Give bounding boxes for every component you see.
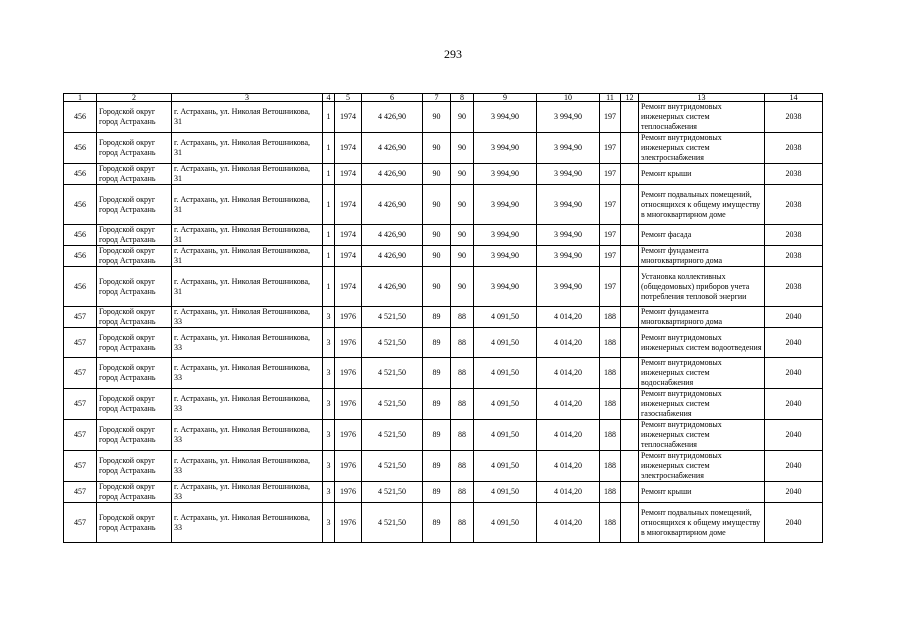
floors-cell: 1 <box>323 246 335 267</box>
table-row <box>64 358 823 389</box>
address-cell: г. Астрахань, ул. Николая Ветошникова, 33 <box>172 482 323 503</box>
column-8-cell: 88 <box>451 358 474 389</box>
year-built-cell: 1976 <box>335 420 362 451</box>
floors-cell: 3 <box>323 482 335 503</box>
column-number: 1 <box>64 94 97 102</box>
column-8-cell: 90 <box>451 225 474 246</box>
column-8-cell: 88 <box>451 420 474 451</box>
column-number: 9 <box>474 94 537 102</box>
column-7-cell: 90 <box>423 102 451 133</box>
column-12-cell <box>621 133 639 164</box>
column-11-cell: 197 <box>600 102 621 133</box>
house-number-cell: 456 <box>64 164 97 185</box>
column-9-cell: 3 994,90 <box>474 185 537 225</box>
address-cell: г. Астрахань, ул. Николая Ветошникова, 31 <box>172 133 323 164</box>
municipality-cell: Городской округ город Астрахань <box>97 246 172 267</box>
column-9-cell: 3 994,90 <box>474 133 537 164</box>
work-type-cell: Ремонт внутридомовых инженерных систем водоотведения <box>639 328 765 358</box>
floors-cell: 1 <box>323 133 335 164</box>
column-number: 5 <box>335 94 362 102</box>
year-built-cell: 1976 <box>335 328 362 358</box>
column-11-cell: 188 <box>600 482 621 503</box>
address-cell: г. Астрахань, ул. Николая Ветошникова, 33 <box>172 451 323 482</box>
total-area-cell: 4 426,90 <box>362 246 423 267</box>
work-type-cell: Ремонт внутридомовых инженерных систем водоснабжения <box>639 358 765 389</box>
floors-cell: 3 <box>323 451 335 482</box>
address-cell: г. Астрахань, ул. Николая Ветошникова, 33 <box>172 358 323 389</box>
column-9-cell: 4 091,50 <box>474 328 537 358</box>
column-8-cell: 90 <box>451 164 474 185</box>
work-type-cell: Ремонт подвальных помещений, относящихся к общему имуществу в многоквартирном доме <box>639 503 765 543</box>
column-10-cell: 3 994,90 <box>537 246 600 267</box>
column-12-cell <box>621 503 639 543</box>
floors-cell: 1 <box>323 164 335 185</box>
year-built-cell: 1976 <box>335 503 362 543</box>
planned-year-cell: 2040 <box>765 389 823 420</box>
column-11-cell: 188 <box>600 451 621 482</box>
house-number-cell: 457 <box>64 307 97 328</box>
column-11-cell: 197 <box>600 246 621 267</box>
column-number: 11 <box>600 94 621 102</box>
floors-cell: 1 <box>323 225 335 246</box>
address-cell: г. Астрахань, ул. Николая Ветошникова, 31 <box>172 267 323 307</box>
column-9-cell: 4 091,50 <box>474 451 537 482</box>
column-7-cell: 90 <box>423 225 451 246</box>
column-11-cell: 188 <box>600 307 621 328</box>
work-type-cell: Ремонт внутридомовых инженерных систем теплоснабжения <box>639 102 765 133</box>
column-12-cell <box>621 420 639 451</box>
planned-year-cell: 2040 <box>765 451 823 482</box>
table-row <box>64 389 823 420</box>
column-11-cell: 197 <box>600 133 621 164</box>
column-8-cell: 90 <box>451 133 474 164</box>
column-number: 4 <box>323 94 335 102</box>
column-number: 14 <box>765 94 823 102</box>
address-cell: г. Астрахань, ул. Николая Ветошникова, 31 <box>172 185 323 225</box>
floors-cell: 3 <box>323 358 335 389</box>
column-10-cell: 3 994,90 <box>537 133 600 164</box>
work-type-cell: Ремонт подвальных помещений, относящихся к общему имуществу в многоквартирном доме <box>639 185 765 225</box>
column-12-cell <box>621 164 639 185</box>
year-built-cell: 1976 <box>335 482 362 503</box>
work-type-cell: Ремонт внутридомовых инженерных систем теплоснабжения <box>639 420 765 451</box>
floors-cell: 3 <box>323 503 335 543</box>
total-area-cell: 4 426,90 <box>362 267 423 307</box>
total-area-cell: 4 426,90 <box>362 102 423 133</box>
column-9-cell: 3 994,90 <box>474 164 537 185</box>
planned-year-cell: 2040 <box>765 482 823 503</box>
address-cell: г. Астрахань, ул. Николая Ветошникова, 31 <box>172 225 323 246</box>
planned-year-cell: 2038 <box>765 102 823 133</box>
year-built-cell: 1976 <box>335 307 362 328</box>
house-number-cell: 457 <box>64 328 97 358</box>
municipality-cell: Городской округ город Астрахань <box>97 225 172 246</box>
address-cell: г. Астрахань, ул. Николая Ветошникова, 33 <box>172 328 323 358</box>
table-row <box>64 503 823 543</box>
column-12-cell <box>621 246 639 267</box>
total-area-cell: 4 521,50 <box>362 358 423 389</box>
year-built-cell: 1976 <box>335 389 362 420</box>
column-10-cell: 4 014,20 <box>537 420 600 451</box>
house-number-cell: 456 <box>64 225 97 246</box>
total-area-cell: 4 521,50 <box>362 389 423 420</box>
year-built-cell: 1974 <box>335 133 362 164</box>
planned-year-cell: 2040 <box>765 328 823 358</box>
planned-year-cell: 2038 <box>765 185 823 225</box>
column-9-cell: 4 091,50 <box>474 389 537 420</box>
municipality-cell: Городской округ город Астрахань <box>97 328 172 358</box>
column-9-cell: 4 091,50 <box>474 482 537 503</box>
column-11-cell: 188 <box>600 389 621 420</box>
municipality-cell: Городской округ город Астрахань <box>97 451 172 482</box>
municipality-cell: Городской округ город Астрахань <box>97 389 172 420</box>
column-11-cell: 188 <box>600 503 621 543</box>
total-area-cell: 4 521,50 <box>362 307 423 328</box>
column-12-cell <box>621 358 639 389</box>
column-10-cell: 3 994,90 <box>537 102 600 133</box>
column-9-cell: 4 091,50 <box>474 358 537 389</box>
planned-year-cell: 2038 <box>765 246 823 267</box>
column-9-cell: 4 091,50 <box>474 307 537 328</box>
house-number-cell: 457 <box>64 389 97 420</box>
address-cell: г. Астрахань, ул. Николая Ветошникова, 33 <box>172 307 323 328</box>
column-10-cell: 3 994,90 <box>537 225 600 246</box>
column-11-cell: 188 <box>600 328 621 358</box>
column-7-cell: 89 <box>423 420 451 451</box>
year-built-cell: 1974 <box>335 185 362 225</box>
column-7-cell: 89 <box>423 307 451 328</box>
work-type-cell: Ремонт крыши <box>639 482 765 503</box>
column-11-cell: 188 <box>600 420 621 451</box>
municipality-cell: Городской округ город Астрахань <box>97 420 172 451</box>
total-area-cell: 4 426,90 <box>362 164 423 185</box>
table-row <box>64 185 823 225</box>
work-type-cell: Ремонт фундамента многоквартирного дома <box>639 307 765 328</box>
floors-cell: 1 <box>323 102 335 133</box>
floors-cell: 3 <box>323 389 335 420</box>
planned-year-cell: 2040 <box>765 420 823 451</box>
column-number: 10 <box>537 94 600 102</box>
year-built-cell: 1974 <box>335 164 362 185</box>
column-8-cell: 88 <box>451 451 474 482</box>
work-type-cell: Ремонт крыши <box>639 164 765 185</box>
column-12-cell <box>621 389 639 420</box>
planned-year-cell: 2038 <box>765 225 823 246</box>
column-7-cell: 89 <box>423 482 451 503</box>
house-number-cell: 456 <box>64 102 97 133</box>
address-cell: г. Астрахань, ул. Николая Ветошникова, 31 <box>172 246 323 267</box>
address-cell: г. Астрахань, ул. Николая Ветошникова, 33 <box>172 420 323 451</box>
column-8-cell: 88 <box>451 503 474 543</box>
address-cell: г. Астрахань, ул. Николая Ветошникова, 33 <box>172 389 323 420</box>
table-row <box>64 102 823 133</box>
page-number: 293 <box>444 47 462 61</box>
column-7-cell: 89 <box>423 358 451 389</box>
column-10-cell: 4 014,20 <box>537 503 600 543</box>
municipality-cell: Городской округ город Астрахань <box>97 102 172 133</box>
column-8-cell: 90 <box>451 246 474 267</box>
column-10-cell: 4 014,20 <box>537 328 600 358</box>
planned-year-cell: 2038 <box>765 133 823 164</box>
column-9-cell: 3 994,90 <box>474 246 537 267</box>
planned-year-cell: 2038 <box>765 164 823 185</box>
column-8-cell: 88 <box>451 482 474 503</box>
column-8-cell: 90 <box>451 185 474 225</box>
column-10-cell: 4 014,20 <box>537 451 600 482</box>
floors-cell: 3 <box>323 328 335 358</box>
work-type-cell: Ремонт внутридомовых инженерных систем электроснабжения <box>639 451 765 482</box>
column-8-cell: 88 <box>451 389 474 420</box>
column-7-cell: 89 <box>423 328 451 358</box>
municipality-cell: Городской округ город Астрахань <box>97 503 172 543</box>
column-12-cell <box>621 267 639 307</box>
municipality-cell: Городской округ город Астрахань <box>97 358 172 389</box>
column-8-cell: 88 <box>451 328 474 358</box>
total-area-cell: 4 521,50 <box>362 328 423 358</box>
column-12-cell <box>621 451 639 482</box>
year-built-cell: 1974 <box>335 225 362 246</box>
column-9-cell: 4 091,50 <box>474 420 537 451</box>
column-8-cell: 90 <box>451 102 474 133</box>
column-10-cell: 3 994,90 <box>537 185 600 225</box>
column-10-cell: 4 014,20 <box>537 389 600 420</box>
planned-year-cell: 2040 <box>765 503 823 543</box>
column-8-cell: 88 <box>451 307 474 328</box>
municipality-cell: Городской округ город Астрахань <box>97 482 172 503</box>
house-number-cell: 457 <box>64 451 97 482</box>
column-10-cell: 4 014,20 <box>537 307 600 328</box>
column-12-cell <box>621 225 639 246</box>
table-row <box>64 328 823 358</box>
column-7-cell: 90 <box>423 267 451 307</box>
municipality-cell: Городской округ город Астрахань <box>97 133 172 164</box>
column-11-cell: 197 <box>600 185 621 225</box>
house-number-cell: 456 <box>64 185 97 225</box>
house-number-cell: 456 <box>64 267 97 307</box>
table-row <box>64 225 823 246</box>
total-area-cell: 4 426,90 <box>362 185 423 225</box>
column-number: 3 <box>172 94 323 102</box>
table-row <box>64 451 823 482</box>
floors-cell: 3 <box>323 307 335 328</box>
column-7-cell: 89 <box>423 503 451 543</box>
municipality-cell: Городской округ город Астрахань <box>97 164 172 185</box>
column-number: 8 <box>451 94 474 102</box>
column-7-cell: 90 <box>423 133 451 164</box>
column-11-cell: 197 <box>600 225 621 246</box>
year-built-cell: 1974 <box>335 246 362 267</box>
year-built-cell: 1974 <box>335 267 362 307</box>
total-area-cell: 4 521,50 <box>362 451 423 482</box>
column-12-cell <box>621 185 639 225</box>
column-number: 2 <box>97 94 172 102</box>
column-12-cell <box>621 482 639 503</box>
table-row <box>64 246 823 267</box>
table-row <box>64 133 823 164</box>
column-9-cell: 3 994,90 <box>474 267 537 307</box>
column-10-cell: 3 994,90 <box>537 267 600 307</box>
municipality-cell: Городской округ город Астрахань <box>97 267 172 307</box>
column-number: 13 <box>639 94 765 102</box>
column-9-cell: 4 091,50 <box>474 503 537 543</box>
column-number-row <box>64 94 823 102</box>
planned-year-cell: 2040 <box>765 307 823 328</box>
column-12-cell <box>621 102 639 133</box>
year-built-cell: 1976 <box>335 358 362 389</box>
column-11-cell: 197 <box>600 267 621 307</box>
column-9-cell: 3 994,90 <box>474 102 537 133</box>
column-9-cell: 3 994,90 <box>474 225 537 246</box>
total-area-cell: 4 426,90 <box>362 225 423 246</box>
floors-cell: 1 <box>323 267 335 307</box>
house-number-cell: 457 <box>64 503 97 543</box>
house-number-cell: 456 <box>64 246 97 267</box>
house-number-cell: 457 <box>64 420 97 451</box>
work-type-cell: Ремонт фундамента многоквартирного дома <box>639 246 765 267</box>
municipality-cell: Городской округ город Астрахань <box>97 307 172 328</box>
column-10-cell: 3 994,90 <box>537 164 600 185</box>
column-7-cell: 90 <box>423 164 451 185</box>
house-number-cell: 457 <box>64 482 97 503</box>
column-8-cell: 90 <box>451 267 474 307</box>
column-11-cell: 197 <box>600 164 621 185</box>
column-12-cell <box>621 307 639 328</box>
municipality-cell: Городской округ город Астрахань <box>97 185 172 225</box>
column-number: 6 <box>362 94 423 102</box>
house-number-cell: 456 <box>64 133 97 164</box>
work-type-cell: Ремонт внутридомовых инженерных систем электроснабжения <box>639 133 765 164</box>
floors-cell: 1 <box>323 185 335 225</box>
address-cell: г. Астрахань, ул. Николая Ветошникова, 31 <box>172 164 323 185</box>
total-area-cell: 4 521,50 <box>362 420 423 451</box>
work-type-cell: Ремонт внутридомовых инженерных систем газоснабжения <box>639 389 765 420</box>
year-built-cell: 1976 <box>335 451 362 482</box>
house-number-cell: 457 <box>64 358 97 389</box>
column-11-cell: 188 <box>600 358 621 389</box>
planned-year-cell: 2038 <box>765 267 823 307</box>
floors-cell: 3 <box>323 420 335 451</box>
capital-repair-table <box>63 93 823 543</box>
column-10-cell: 4 014,20 <box>537 482 600 503</box>
total-area-cell: 4 521,50 <box>362 482 423 503</box>
work-type-cell: Ремонт фасада <box>639 225 765 246</box>
column-7-cell: 90 <box>423 246 451 267</box>
column-7-cell: 90 <box>423 185 451 225</box>
table-row <box>64 267 823 307</box>
total-area-cell: 4 426,90 <box>362 133 423 164</box>
table-row <box>64 420 823 451</box>
table-row <box>64 482 823 503</box>
address-cell: г. Астрахань, ул. Николая Ветошникова, 33 <box>172 503 323 543</box>
table-row <box>64 307 823 328</box>
column-10-cell: 4 014,20 <box>537 358 600 389</box>
column-7-cell: 89 <box>423 389 451 420</box>
column-number: 12 <box>621 94 639 102</box>
year-built-cell: 1974 <box>335 102 362 133</box>
column-7-cell: 89 <box>423 451 451 482</box>
address-cell: г. Астрахань, ул. Николая Ветошникова, 31 <box>172 102 323 133</box>
column-12-cell <box>621 328 639 358</box>
table-row <box>64 164 823 185</box>
work-type-cell: Установка коллективных (общедомовых) приборов учета потребления тепловой энергии <box>639 267 765 307</box>
total-area-cell: 4 521,50 <box>362 503 423 543</box>
column-number: 7 <box>423 94 451 102</box>
planned-year-cell: 2040 <box>765 358 823 389</box>
